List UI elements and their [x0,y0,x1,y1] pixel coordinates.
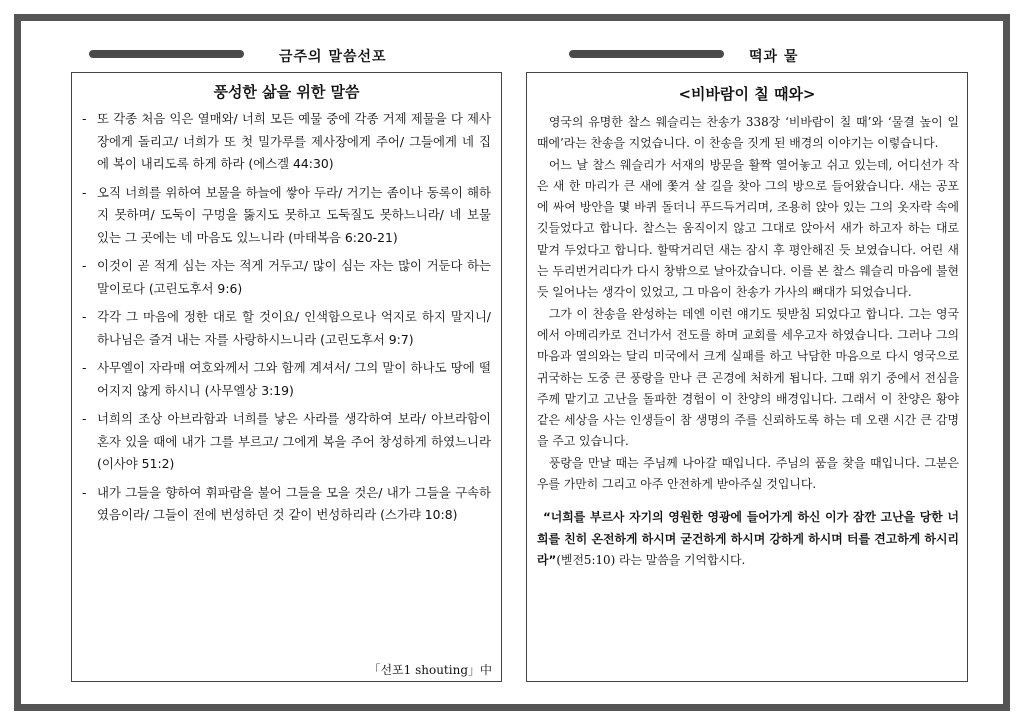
story-body [527,112,967,571]
bullet-dash: - [82,360,87,375]
verse-text: 또 각종 처음 익은 열매와/ 너희 모든 예물 중에 각종 거제 제물을 다 제사장에게 돌리고/ 너희가 또 첫 밀가루를 제사장에게 주어/ 그들에게 네 집에 복이 내리도록 하게 하라 (에스겔 44:30) [97,111,491,171]
verses-title: 풍성한 삶을 위한 말씀 [213,83,360,101]
verse-text: 이것이 곧 적게 심는 자는 적게 거두고/ 많이 심는 자는 많이 거둔다 하는 말이로다 (고린도후서 9:6) [97,258,491,296]
story-title: <비바람이 칠 때와> [678,85,816,103]
right-header [501,46,1001,66]
bullet-dash: - [82,111,87,126]
story-paragraph: 그가 이 찬송을 완성하는 데엔 이런 얘기도 뒷받침 되었다고 합니다. 그는 영국에서 아메리카로 건너가서 전도를 하며 교회를 세우고자 하였습니다. 그러나 그의 마음과 열의와는 달리 미국에서 크게 실패를 하고 낙담한 마음으로 다시 영국으로 귀국하는 도중 큰 풍랑을 만나 큰 곤경에 처하게 됩니다. 그때 위기 중에서 전심을 주께 맡기고 고난을 돌파한 경험이 이 찬양의 배경입니다. 그래서 이 찬양은 황야 같은 세상을 사는 인생들이 참 생명의 주를 신뢰하도록 하는 데 오랜 시간 큰 감명을 주고 있습니다. [537,306,959,449]
list-item [82,357,491,402]
list-item [82,482,491,527]
left-header-title: 금주의 말씀선포 [279,49,387,65]
bullet-dash: - [82,484,87,500]
closing-quote: “너희를 부르사 자기의 영원한 영광에 들어가게 하신 이가 잠깐 고난을 당한 너희를 친히 온전하게 하시며 굳건하게 하시며 강하게 하시며 터를 견고하게 하시리라” [537,510,959,567]
verse-text: 사무엘이 자라매 여호와께서 그와 함께 계셔서/ 그의 말이 하나도 땅에 떨어지지 않게 하시니 (사무엘상 3:19) [97,360,491,398]
verse-text: 내가 그들을 향하여 휘파람을 불어 그들을 모을 것은/ 내가 그들을 구속하였음이라/ 그들이 전에 번성하던 것 같이 번성하리라 (스가랴 10:8) [97,484,491,522]
list-item [82,306,491,351]
story-paragraph: 어느 날 찰스 웨슬리가 서재의 방문을 활짝 열어놓고 쉬고 있는데, 어디선가 작은 새 한 마리가 큰 새에 쫓겨 살 길을 찾아 그의 방으로 들어왔습니다. 새는 공포에 싸여 방안을 몇 바퀴 돌더니 푸드득거리며, 조용히 앉아 있는 그의 옷자락 속에 깃들었다고 합니다. 찰스는 움직이지 않고 그대로 앉아서 새가 하고자 하는 대로 맡겨 두었다고 합니다. 할딱거리던 새는 잠시 후 평안해진 듯 보였습니다. 어린 새는 두리번거리다가 다시 창밖으로 날아갔습니다. 이를 본 찰스 웨슬리 마음에 불현듯 일어나는 생각이 있었고, 그 마음이 찬송가 가사의 뼈대가 되었습니다. [537,157,959,300]
verse-list [72,108,501,527]
story-paragraph: 영국의 유명한 찰스 웨슬리는 찬송가 338장 ‘비바람이 칠 때’와 ‘물결 높이 일 때에’라는 찬송을 지었습니다. 이 찬송을 짓게 된 배경의 이야기는 이렇습니다. [537,115,959,151]
story-paragraph: 풍랑을 만날 때는 주님께 나아갈 때입니다. 주님의 품을 찾을 때입니다. 그분은 우를 가만히 그리고 아주 안전하게 받아주실 것입니다. [537,455,959,492]
list-item [82,108,491,176]
bullet-dash: - [82,309,87,324]
bullet-dash: - [82,411,87,426]
verse-text: 각각 그 마음에 정한 대로 할 것이요/ 인색함으로나 억지로 하지 말지니/ 하나님은 즐겨 내는 자를 사랑하시느니라 (고린도후서 9:7) [97,309,491,347]
list-item [82,182,491,250]
bullet-dash: - [82,258,87,273]
sermon-verses-box [71,72,502,682]
verse-text: 너희의 조상 아브라함과 너희를 낳은 사라를 생각하여 보라/ 아브라함이 혼자 있을 때에 내가 그를 부르고/ 그에게 복을 주어 창성하게 하였느니라 (이사야 51:2) [97,411,491,471]
bread-and-water-box [526,72,968,682]
closing-verse [537,507,959,571]
list-item [82,408,491,476]
bullet-dash: - [82,184,87,200]
right-header-title: 떡과 물 [749,49,799,65]
left-header [21,46,501,66]
closing-suffix: (벧전5:10) 라는 말씀을 기억합시다. [556,552,746,567]
verse-text: 오직 너희를 위하여 보물을 하늘에 쌓아 두라/ 거기는 좀이나 동록이 해하지 못하며/ 도둑이 구멍을 뚫지도 못하고 도둑질도 못하느니라/ 네 보물 있는 그 곳에는 네 마음도 있느니라 (마태복음 6:20-21) [97,184,491,245]
page-frame [14,14,1010,711]
left-header-bar [89,50,244,58]
list-item [82,255,491,300]
right-header-bar [569,50,724,58]
source-credit: 「선포1 shouting」中 [368,663,492,677]
